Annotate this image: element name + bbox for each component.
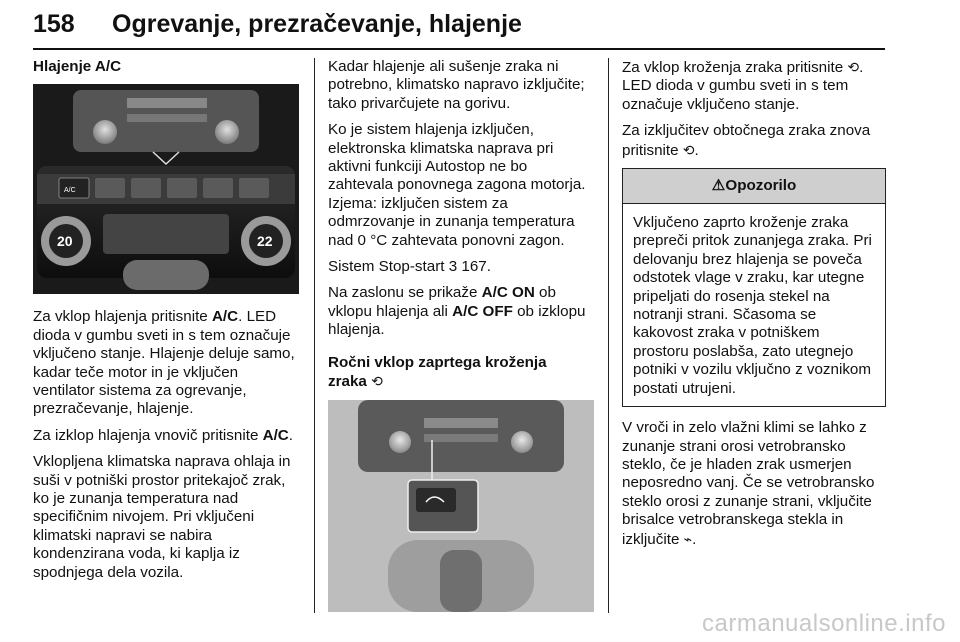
page-header <box>33 8 885 46</box>
recirculation-icon: ⟲ <box>847 59 860 75</box>
watermark: carmanualsonline.info <box>702 610 946 637</box>
paragraph: Za izklop hlajenja vnovič pritisnite A/C. <box>33 426 293 444</box>
page-title: Ogrevanje, prezračevanje, hlajenje <box>112 10 522 38</box>
column-3 <box>622 58 890 557</box>
warning-body: Vključeno zaprto kroženje zraka prepreči pritok zunanjega zraka. Pri delovanju brez hlajenja se poveča odstotek vlage v zraku, kar utegne pripeljati do rosenja stekel na notranji strani. Sčasoma se kakovost zraka v potniškem prostoru poslabša, zato utegnejo potniki v vozilu vključno z voznikom postati utrujeni. <box>633 214 872 397</box>
paragraph: Za vklop kroženja zraka pritisnite ⟲. LED dioda v gumbu sveti in s tem označuje vključeno stanje. <box>622 59 864 113</box>
paragraph: Sistem Stop-start 3 167. <box>328 258 491 276</box>
column-2 <box>328 58 596 626</box>
section-heading: Hlajenje A/C <box>33 58 122 75</box>
column-divider <box>608 58 609 613</box>
right-temp: 22 <box>257 233 273 250</box>
paragraph: Ko je sistem hlajenja izključen, elektronska klimatska naprava pri aktivni funkciji Autostop ne bo zahtevala ponovnega zagona motorja. Izjema: izključen sistem za odmrzovanje in zunanja temperatura nad 0 °C zahtevata ponovni zagon. <box>328 121 586 249</box>
ac-button-label: A/C <box>64 187 76 195</box>
left-temp: 20 <box>57 233 73 250</box>
paragraph: Za vklop hlajenja pritisnite A/C. LED dioda v gumbu sveti in s tem označuje vključeno stanje. Hlajenje deluje samo, kadar teče motor in je vključen ventilator sistema za ogrevanje, prezračevanje, hlajenje. <box>33 308 295 418</box>
header-rule <box>33 48 885 50</box>
warning-triangle-icon: ⚠ <box>711 176 726 194</box>
subheading: Ročni vklop zaprtega kroženja zraka ⟲ <box>328 353 547 391</box>
warning-box <box>622 168 886 407</box>
paragraph: Vklopljena klimatska naprava ohlaja in suši v potniški prostor pritekajoč zrak, ko je zunanja temperatura nad specifičnim nivojem. Pri vključeni klimatski napravi se nabira kondenzirana voda, ki kaplja iz spodnjega dela vozila. <box>33 453 291 581</box>
paragraph: Kadar hlajenje ali sušenje zraka ni potrebno, klimatsko napravo izključite; tako privarčujete na gorivu. <box>328 58 585 112</box>
recirculation-icon: ⟲ <box>371 373 383 390</box>
warning-title: ⚠ Opozorilo <box>623 169 885 204</box>
climate-control-figure <box>33 84 299 294</box>
paragraph: Za izključitev obtočnega zraka znova pritisnite ⟲. <box>622 122 871 159</box>
page-number: 158 <box>33 10 75 38</box>
column-1 <box>33 58 301 590</box>
page-reference: 3 167. <box>448 258 491 276</box>
paragraph: Na zaslonu se prikaže A/C ON ob vklopu hlajenja ali A/C OFF ob izklopu hlajenja. <box>328 284 586 339</box>
recirculation-button-figure <box>328 400 594 612</box>
column-divider <box>314 58 315 613</box>
wiper-icon: ⌁ <box>683 530 693 547</box>
recirculation-icon: ⟲ <box>682 141 695 158</box>
paragraph: V vroči in zelo vlažni klimi se lahko z zunanje strani orosi vetrobransko steklo, če je hladen zrak usmerjen neposredno vanj. Če se vetrobransko steklo orosi z zunanje strani, vključite brisalce vetrobranskega stekla in izključite ⌁. <box>622 419 875 548</box>
